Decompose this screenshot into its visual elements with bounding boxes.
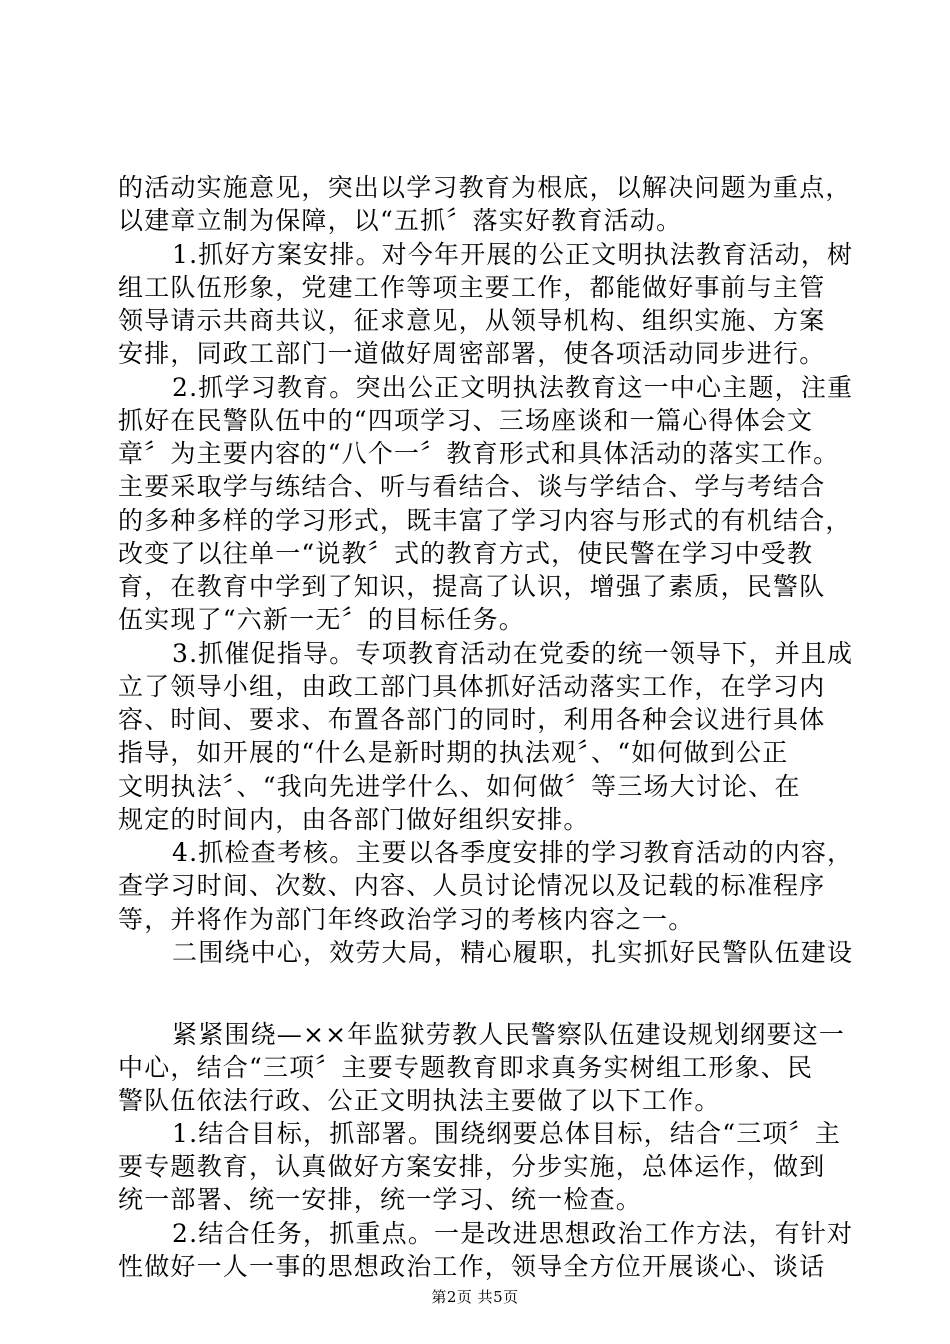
text-line: 指导，如开展的“什么是新时期的执法观〞、“如何做到公正 xyxy=(118,738,789,767)
text-line: 领导请示共商共议，征求意见，从领导机构、组织实施、方案 xyxy=(118,306,826,335)
text-line: 的多种多样的学习形式，既丰富了学习内容与形式的有机结合， xyxy=(118,506,852,535)
text-line: 统一部署、统一安排，统一学习、统一检查。 xyxy=(118,1185,643,1214)
text-line: 安排，同政工部门一道做好周密部署，使各项活动同步进行。 xyxy=(118,339,826,368)
text-line: 警队伍依法行政、公正文明执法主要做了以下工作。 xyxy=(118,1086,721,1115)
text-line: 章〞为主要内容的“八个一〞教育形式和具体活动的落实工作。 xyxy=(118,439,840,468)
text-line: 中心，结合“三项〞主要专题教育即求真务实树组工形象、民 xyxy=(118,1053,814,1082)
paragraph-start-line: 紧紧围绕—××年监狱劳教人民警察队伍建设规划纲要这一 xyxy=(172,1020,846,1049)
text-line: 性做好一人一事的思想政治工作，领导全方位开展谈心、谈话 xyxy=(118,1252,826,1281)
paragraph-start-line: 2.结合任务，抓重点。一是改进思想政治工作方法，有针对 xyxy=(172,1219,854,1248)
text-line: 组工队伍形象，党建工作等项主要工作，都能做好事前与主管 xyxy=(118,273,826,302)
section-heading: 二围绕中心，效劳大局，精心履职，扎实抓好民警队伍建设 xyxy=(172,938,854,967)
text-line: 伍实现了“六新一无〞的目标任务。 xyxy=(118,605,525,634)
text-line: 抓好在民警队伍中的“四项学习、三场座谈和一篇心得体会文 xyxy=(118,406,814,435)
text-line: 容、时间、要求、布置各部门的同时，利用各种会议进行具体 xyxy=(118,705,826,734)
text-line: 主要采取学与练结合、听与看结合、谈与学结合、学与考结合 xyxy=(118,472,826,501)
text-line: 文明执法〞、“我向先进学什么、如何做〞等三场大讨论、在 xyxy=(118,772,801,801)
paragraph-start-line: 2.抓学习教育。突出公正文明执法教育这一中心主题，注重 xyxy=(172,373,854,402)
text-line: 的活动实施意见，突出以学习教育为根底，以解决问题为重点， xyxy=(118,173,852,202)
text-line: 要专题教育，认真做好方案安排，分步实施，总体运作，做到 xyxy=(118,1152,826,1181)
paragraph-start-line: 3.抓催促指导。专项教育活动在党委的统一领导下，并且成 xyxy=(172,639,854,668)
text-line: 规定的时间内，由各部门做好组织安排。 xyxy=(118,805,590,834)
paragraph-start-line: 4.抓检查考核。主要以各季度安排的学习教育活动的内容， xyxy=(172,838,854,867)
paragraph-start-line: 1.结合目标，抓部署。围绕纲要总体目标，结合“三项〞主 xyxy=(172,1119,842,1148)
text-line: 立了领导小组，由政工部门具体抓好活动落实工作，在学习内 xyxy=(118,672,826,701)
text-line: 育，在教育中学到了知识，提高了认识，增强了素质，民警队 xyxy=(118,572,826,601)
paragraph-start-line: 1.抓好方案安排。对今年开展的公正文明执法教育活动，树 xyxy=(172,240,854,269)
text-line: 以建章立制为保障，以“五抓〞落实好教育活动。 xyxy=(118,206,683,235)
text-line: 等，并将作为部门年终政治学习的考核内容之一。 xyxy=(118,905,695,934)
page-footer: 第2页 共5页 xyxy=(431,1288,519,1306)
text-line: 改变了以往单一“说教〞式的教育方式，使民警在学习中受教 xyxy=(118,539,814,568)
text-line: 查学习时间、次数、内容、人员讨论情况以及记载的标准程序 xyxy=(118,871,826,900)
